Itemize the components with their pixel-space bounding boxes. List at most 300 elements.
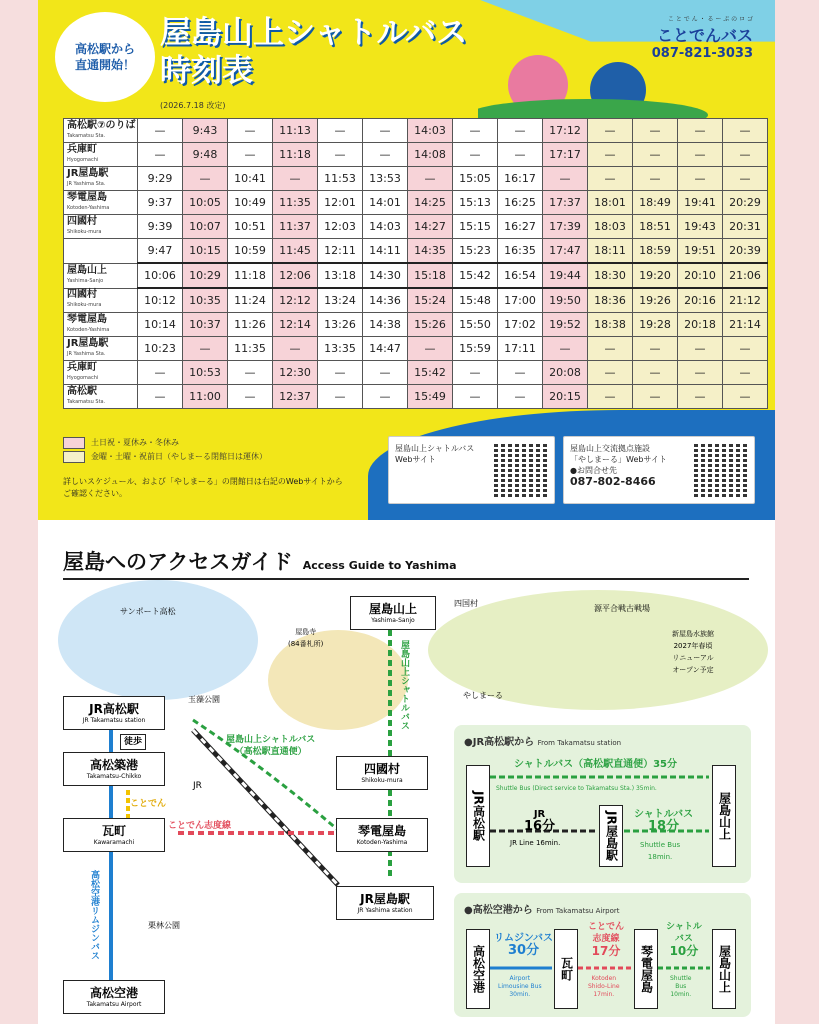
time-cell: 15:50 (453, 313, 498, 337)
time-cell: — (498, 385, 543, 409)
access-title-ja: 屋島へのアクセスガイド (63, 550, 293, 574)
time-cell: 19:26 (633, 288, 678, 313)
time-cell: — (723, 167, 768, 191)
time-cell: 9:48 (183, 143, 228, 167)
station-cell (64, 119, 138, 143)
panel2-l1e-3: 30min. (509, 991, 531, 998)
aquarium-2: 2027年春頃 (673, 642, 713, 650)
time-cell: 13:26 (318, 313, 363, 337)
time-cell: 13:53 (363, 167, 408, 191)
time-cell: 13:18 (318, 263, 363, 288)
station-name-ja: 屋島山上 (67, 264, 107, 276)
time-cell: 9:37 (138, 191, 183, 215)
time-cell: 10:07 (183, 215, 228, 239)
time-cell: 15:13 (453, 191, 498, 215)
station-cell (64, 239, 138, 264)
time-cell: — (543, 337, 588, 361)
time-cell: — (453, 361, 498, 385)
panel2-l3e-2: Bus (675, 983, 687, 990)
time-cell: 12:14 (273, 313, 318, 337)
panel1-hd-ja: ●JR高松駅から (464, 737, 535, 748)
station-name-en: Yashima-Sanjo (67, 277, 104, 284)
bubble-line-2: 直通開始！ (74, 58, 135, 72)
timetable-row (64, 313, 768, 337)
time-cell: — (498, 119, 543, 143)
panel1-jr-min: 16分 (524, 819, 556, 834)
time-cell: — (228, 385, 273, 409)
panel2-l2-a: ことでん (588, 922, 625, 932)
station-ja: JR高松駅 (89, 702, 139, 716)
time-cell: 10:23 (138, 337, 183, 361)
time-cell: — (273, 337, 318, 361)
time-cell: 10:59 (228, 239, 273, 264)
time-cell: 11:13 (273, 119, 318, 143)
time-cell: — (723, 385, 768, 409)
route-panel-jr (454, 725, 751, 883)
logo-name: ことでんバス (656, 26, 753, 45)
station-ja: JR屋島駅 (360, 892, 410, 906)
time-cell: — (498, 143, 543, 167)
qr2-label (570, 443, 667, 487)
time-cell: — (633, 167, 678, 191)
time-cell: 16:54 (498, 263, 543, 288)
time-cell: — (363, 361, 408, 385)
yashimaru-web-qr-box (563, 436, 755, 504)
sanjo-road-label: 屋島山上シャトルバス (399, 640, 409, 730)
station-name-en: Takamatsu Sta. (67, 398, 106, 405)
bubble-line-1: 高松駅から (74, 42, 135, 56)
time-cell: 18:49 (633, 191, 678, 215)
time-cell: 16:27 (498, 215, 543, 239)
station-cell (64, 288, 138, 313)
station-jr-takamatsu (63, 696, 165, 730)
time-cell: 19:50 (543, 288, 588, 313)
yashimaji-2: (84番札所) (288, 640, 324, 648)
time-cell: 14:01 (363, 191, 408, 215)
time-cell: 14:36 (363, 288, 408, 313)
station-name-ja: JR屋島駅 (67, 167, 109, 179)
time-cell: 19:20 (633, 263, 678, 288)
station-ja: 瓦町 (101, 824, 126, 838)
panel1-shuttle: シャトルバス（高松駅直通便）35分 (514, 759, 678, 770)
time-cell: 14:03 (408, 119, 453, 143)
station-takamatsu-airport (63, 980, 165, 1014)
time-cell: — (633, 119, 678, 143)
panel1-sb-en (640, 839, 680, 863)
time-cell: — (453, 119, 498, 143)
time-cell: — (228, 119, 273, 143)
time-cell: 10:06 (138, 263, 183, 288)
page-title (160, 14, 467, 90)
time-cell: 21:06 (723, 263, 768, 288)
panel2-l3-b: バス (674, 934, 693, 944)
time-cell: 11:45 (273, 239, 318, 264)
legend-cream-text: 金曜・土曜・祝前日（やしまーる閉館日は運休） (91, 452, 267, 461)
time-cell: 15:18 (408, 263, 453, 288)
time-cell: — (408, 167, 453, 191)
panel2-l3e-3: 10min. (670, 991, 692, 998)
time-cell: 14:25 (408, 191, 453, 215)
time-cell: 12:11 (318, 239, 363, 264)
time-cell: 19:43 (678, 215, 723, 239)
time-cell: 11:18 (228, 263, 273, 288)
station-en: JR Yashima station (357, 907, 413, 914)
station-name-en: Hyogomachi (67, 156, 99, 163)
revised-date: (2026.7.18 改定) (160, 101, 226, 110)
panel2-d: 屋島山上 (712, 929, 736, 1009)
time-cell: 19:51 (678, 239, 723, 264)
time-cell: 11:18 (273, 143, 318, 167)
panel2-l2 (588, 921, 624, 959)
station-name-en: Kotoden-Yashima (67, 204, 110, 211)
time-cell: 10:29 (183, 263, 228, 288)
time-cell: — (318, 361, 363, 385)
yashimaru-label: やしまーる (463, 691, 503, 700)
time-cell: — (318, 385, 363, 409)
time-cell: 14:11 (363, 239, 408, 264)
time-cell: 14:47 (363, 337, 408, 361)
station-cell (64, 361, 138, 385)
station-kawaramachi (63, 818, 165, 852)
panel2-c: 琴電屋島 (634, 929, 658, 1009)
legend-swatch-pink (63, 437, 85, 449)
logo-ruby: こ と で ん ・ る ー ぷ の ロ ゴ (667, 16, 753, 23)
qr-code-icon[interactable] (494, 443, 548, 497)
panel2-l3e-1: Shuttle (670, 975, 692, 982)
time-cell: 20:39 (723, 239, 768, 264)
time-cell: 10:14 (138, 313, 183, 337)
time-cell: — (138, 119, 183, 143)
jr-label: JR (193, 781, 202, 791)
station-cell (64, 385, 138, 409)
time-cell: 12:30 (273, 361, 318, 385)
time-cell: 18:59 (633, 239, 678, 264)
time-cell: 11:24 (228, 288, 273, 313)
qr2-label-1: 屋島山上交流拠点施設 (570, 444, 650, 453)
panel1-shuttle-en: Shuttle Bus (Direct service to Takamatsu Sta.) 35min. (496, 785, 657, 792)
time-cell: 20:31 (723, 215, 768, 239)
aquarium-4: オープン予定 (672, 666, 714, 674)
time-cell: — (408, 337, 453, 361)
time-cell: 13:24 (318, 288, 363, 313)
time-cell: 19:28 (633, 313, 678, 337)
time-cell: — (543, 167, 588, 191)
station-en: Kawaramachi (93, 839, 135, 846)
time-cell: 17:17 (543, 143, 588, 167)
time-cell: — (183, 167, 228, 191)
time-cell: 12:01 (318, 191, 363, 215)
legend (63, 436, 267, 464)
time-cell: 17:37 (543, 191, 588, 215)
time-cell: 17:12 (543, 119, 588, 143)
time-cell: 19:44 (543, 263, 588, 288)
timetable-row (64, 119, 768, 143)
timetable-row (64, 263, 768, 288)
station-name-ja: JR屋島駅 (67, 337, 109, 349)
time-cell: 19:52 (543, 313, 588, 337)
panel2-l2e-2: Shido-Line (588, 983, 620, 990)
timetable-row (64, 239, 768, 264)
time-cell: — (183, 337, 228, 361)
station-name-en: Takamatsu Sta. (67, 132, 106, 139)
station-name-en: Shikoku-mura (67, 302, 102, 309)
panel2-l3 (666, 921, 702, 959)
shikokumura-label: 四国村 (454, 599, 478, 608)
time-cell: — (138, 361, 183, 385)
tamamo-label: 玉藻公園 (188, 695, 220, 704)
time-cell: 12:37 (273, 385, 318, 409)
time-cell: 10:51 (228, 215, 273, 239)
aquarium-1: 新屋島水族館 (672, 630, 714, 638)
time-cell: 14:38 (363, 313, 408, 337)
panel2-l2e (588, 975, 620, 999)
qr2-label-2: 「やしまーる」Webサイト (570, 455, 667, 464)
qr1-label (395, 443, 474, 465)
time-cell: 20:29 (723, 191, 768, 215)
access-title-en: Access Guide to Yashima (302, 559, 457, 572)
panel1-arrows (454, 725, 751, 883)
timetable-row (64, 385, 768, 409)
shuttle-label-2: （高松駅直通便） (234, 747, 307, 757)
time-cell: 10:37 (183, 313, 228, 337)
time-cell: 11:53 (318, 167, 363, 191)
panel1-jr-en: JR Line 16min. (510, 839, 561, 847)
time-cell: — (228, 143, 273, 167)
qr2-label-3: ●お問合せ先 (570, 466, 617, 475)
time-cell: 10:49 (228, 191, 273, 215)
time-cell: 12:03 (318, 215, 363, 239)
time-cell: 10:15 (183, 239, 228, 264)
qr1-label-2: Webサイト (395, 455, 436, 464)
time-cell: — (228, 361, 273, 385)
time-cell: 17:02 (498, 313, 543, 337)
station-ja: 高松空港 (89, 986, 138, 1000)
time-cell: 9:39 (138, 215, 183, 239)
time-cell: 16:17 (498, 167, 543, 191)
time-cell: 10:05 (183, 191, 228, 215)
panel1-origin: JR高松駅 (466, 765, 490, 867)
station-name-ja: 高松駅⑦のりば (67, 119, 136, 131)
panel2-l1e (498, 975, 542, 999)
station-name-ja: 琴電屋島 (67, 313, 107, 325)
time-cell: 18:03 (588, 215, 633, 239)
time-cell: 18:30 (588, 263, 633, 288)
time-cell: — (633, 361, 678, 385)
station-en: Shikoku-mura (361, 777, 403, 784)
panel2-l3-m: 10分 (669, 944, 699, 958)
time-cell: — (318, 119, 363, 143)
time-cell: 15:42 (408, 361, 453, 385)
panel2-l2-b: 志度線 (592, 934, 620, 944)
panel1-sb (634, 809, 693, 834)
time-cell: — (588, 167, 633, 191)
station-kotoden-yashima (336, 818, 428, 852)
panel2-hd-ja: ●高松空港から (464, 905, 533, 916)
panel2-l2e-1: Kotoden (591, 975, 617, 982)
station-shikoku-mura (336, 756, 428, 790)
time-cell: 17:39 (543, 215, 588, 239)
aquarium-3: リニューアル (672, 654, 714, 662)
legend-pink-text: 土日祝・夏休み・冬休み (91, 438, 179, 447)
time-cell: 11:37 (273, 215, 318, 239)
mascot-illustration (478, 30, 718, 120)
time-cell: 15:59 (453, 337, 498, 361)
time-cell: 20:10 (678, 263, 723, 288)
time-cell: 20:15 (543, 385, 588, 409)
panel1-sb-en-2: 18min. (647, 853, 673, 861)
time-cell: 9:43 (183, 119, 228, 143)
time-cell: — (588, 119, 633, 143)
time-cell: 18:51 (633, 215, 678, 239)
panel2-l1e-1: Airport (509, 975, 531, 982)
time-cell: — (723, 119, 768, 143)
station-en: Takamatsu-Chikko (86, 773, 142, 780)
ritsurin-label: 栗林公園 (148, 921, 180, 930)
time-cell: — (363, 143, 408, 167)
panel2-l1 (494, 933, 553, 958)
time-cell: 11:00 (183, 385, 228, 409)
station-name-en: Shikoku-mura (67, 228, 102, 235)
time-cell: 15:49 (408, 385, 453, 409)
time-cell: 15:15 (453, 215, 498, 239)
timetable (63, 118, 768, 409)
yashimaji-label (288, 626, 323, 650)
station-name-ja: 琴電屋島 (67, 191, 107, 203)
page (38, 0, 775, 1024)
station-cell (64, 337, 138, 361)
time-cell: 15:48 (453, 288, 498, 313)
station-name-ja: 高松駅 (67, 385, 97, 397)
panel1-sb-min: 18分 (648, 819, 680, 834)
time-cell: — (678, 361, 723, 385)
station-cell (64, 263, 138, 288)
station-name-en: Hyogomachi (67, 374, 99, 381)
panel1-dest: 屋島山上 (712, 765, 736, 867)
time-cell: 18:38 (588, 313, 633, 337)
station-name-ja: 四國村 (67, 289, 97, 301)
qr-code-icon[interactable] (694, 443, 748, 497)
time-cell: — (678, 167, 723, 191)
shuttle-label-1: 屋島山上シャトルバス (226, 735, 316, 745)
time-cell: — (723, 337, 768, 361)
time-cell: 14:27 (408, 215, 453, 239)
time-cell: 11:35 (228, 337, 273, 361)
time-cell: — (588, 143, 633, 167)
time-cell: 14:30 (363, 263, 408, 288)
station-cell (64, 191, 138, 215)
panel2-l1-m: 30分 (507, 943, 540, 958)
station-name-en: JR Yashima Sta. (67, 350, 106, 357)
time-cell: 10:12 (138, 288, 183, 313)
time-cell: — (678, 337, 723, 361)
time-cell: 10:41 (228, 167, 273, 191)
title-line-2: 時刻表 (160, 53, 253, 89)
limousine-label: 高松空港リムジンバス (89, 870, 99, 960)
shuttle-label (226, 734, 315, 758)
station-ja: 琴電屋島 (357, 824, 406, 838)
time-cell: — (678, 385, 723, 409)
time-cell: — (723, 143, 768, 167)
timetable-section (38, 0, 775, 520)
walk-label: 徒歩 (120, 734, 146, 750)
time-cell: 11:26 (228, 313, 273, 337)
time-cell: — (633, 143, 678, 167)
time-cell: — (273, 167, 318, 191)
panel1-sb-label: シャトルバス (634, 809, 694, 820)
time-cell: 14:08 (408, 143, 453, 167)
time-cell: 20:08 (543, 361, 588, 385)
timetable-row (64, 215, 768, 239)
station-name-en: JR Yashima Sta. (67, 180, 106, 187)
yashimaji-1: 屋島寺 (295, 628, 317, 636)
time-cell: — (588, 385, 633, 409)
station-takamatsu-chikko (63, 752, 165, 786)
time-cell: — (363, 385, 408, 409)
station-ja: 高松築港 (89, 758, 138, 772)
logo-tel: 087-821-3033 (651, 46, 753, 61)
time-cell: — (318, 143, 363, 167)
station-en: JR Takamatsu station (82, 717, 146, 724)
station-yashima-sanjo (350, 596, 436, 630)
station-jr-yashima (336, 886, 434, 920)
station-cell (64, 143, 138, 167)
time-cell: 16:35 (498, 239, 543, 264)
direct-service-bubble (55, 12, 155, 102)
station-cell (64, 313, 138, 337)
time-cell: 15:05 (453, 167, 498, 191)
aquarium-label (672, 628, 714, 676)
panel1-hd-en: From Takamatsu station (537, 739, 622, 747)
time-cell: — (138, 385, 183, 409)
panel1-mid: JR屋島駅 (599, 805, 623, 867)
timetable-row (64, 167, 768, 191)
panel2-l3-a: シャトル (666, 922, 702, 932)
station-ja: 四國村 (363, 762, 400, 776)
panel2-a: 高松空港 (466, 929, 490, 1009)
station-ja: 屋島山上 (368, 602, 417, 616)
time-cell: — (138, 143, 183, 167)
timetable-row (64, 143, 768, 167)
station-en: Kotoden-Yashima (356, 839, 408, 846)
panel2-l2-m: 17分 (591, 944, 621, 958)
time-cell: 15:23 (453, 239, 498, 264)
panel1-jr (524, 809, 555, 834)
station-name-en: Kotoden-Yashima (67, 326, 110, 333)
qr1-label-1: 屋島山上シャトルバス (395, 444, 475, 453)
time-cell: 18:36 (588, 288, 633, 313)
qr2-tel: 087-802-8466 (570, 475, 656, 488)
time-cell: 15:26 (408, 313, 453, 337)
shido-line-label: ことでん志度線 (168, 821, 232, 831)
panel2-b: 瓦町 (554, 929, 578, 1009)
time-cell: 11:35 (273, 191, 318, 215)
time-cell: — (723, 361, 768, 385)
time-cell: — (588, 337, 633, 361)
access-title (63, 546, 457, 576)
time-cell: — (498, 361, 543, 385)
time-cell: 12:06 (273, 263, 318, 288)
panel2-hd-en: From Takamatsu Airport (536, 907, 620, 915)
time-cell: 9:47 (138, 239, 183, 264)
time-cell: 12:12 (273, 288, 318, 313)
schedule-note: 詳しいスケジュール、および「やしまーる」の閉館日は右記のWebサイトからご確認ください。 (63, 477, 343, 498)
time-cell: 18:01 (588, 191, 633, 215)
station-en: Takamatsu Airport (86, 1001, 142, 1008)
time-cell: — (678, 119, 723, 143)
time-cell: 17:47 (543, 239, 588, 264)
time-cell: 14:35 (408, 239, 453, 264)
shuttle-web-qr-box (388, 436, 555, 504)
